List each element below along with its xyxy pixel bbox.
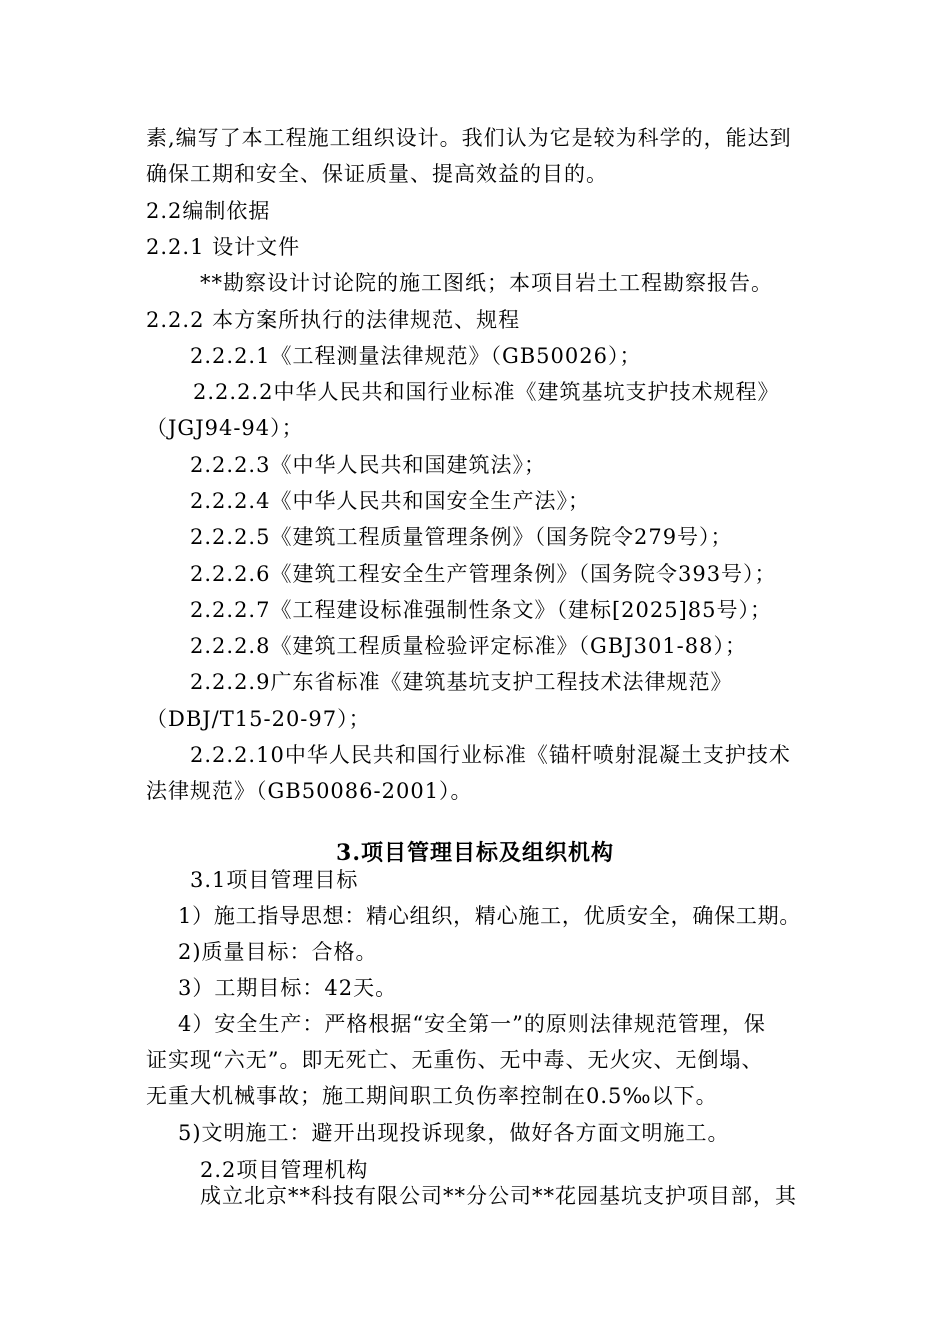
org-paragraph: 成立北京**科技有限公司**分公司**花园基坑支护项目部，其 <box>200 1184 797 1208</box>
goal-item-1: 1）施工指导思想：精心组织，精心施工，优质安全，确保工期。 <box>178 904 802 928</box>
goal-item-4-line-1: 4）安全生产：严格根据“安全第一”的原则法律规范管理，保 <box>178 1012 766 1036</box>
intro-text-line-2: 确保工期和安全、保证质量、提高效益的目的。 <box>146 162 608 186</box>
norm-item-3: 2.2.2.3《中华人民共和国建筑法》； <box>190 453 546 477</box>
norm-item-9-line-2: （DBJ/T15-20-97）； <box>146 707 371 731</box>
goal-item-4-line-2: 证实现“六无”。即无死亡、无重伤、无中毒、无火灾、无倒塌、 <box>146 1048 764 1072</box>
goal-item-2: 2)质量目标：合格。 <box>178 940 378 964</box>
section-heading-2-2: 2.2编制依据 <box>146 199 271 223</box>
norm-item-10-line-1: 2.2.2.10中华人民共和国行业标准《锚杆喷射混凝土支护技术 <box>190 743 791 767</box>
design-docs-paragraph: **勘察设计讨论院的施工图纸；本项目岩土工程勘察报告。 <box>200 271 773 295</box>
norm-item-4: 2.2.2.4《中华人民共和国安全生产法》； <box>190 489 590 513</box>
norm-item-5: 2.2.2.5《建筑工程质量管理条例》（国务院令279号）； <box>190 525 733 549</box>
norm-item-2-line-2: （JGJ94-94）； <box>146 416 304 440</box>
norm-item-7: 2.2.2.7《工程建设标准强制性条文》（建标[2025]85号）； <box>190 598 773 622</box>
goal-item-4-line-3: 无重大机械事故；施工期间职工负伤率控制在0.5‰以下。 <box>146 1084 718 1108</box>
norm-item-10-line-2: 法律规范》（GB50086-2001）。 <box>146 779 473 803</box>
goal-item-5: 5)文明施工：避开出现投诉现象，做好各方面文明施工。 <box>178 1121 730 1145</box>
norm-item-1: 2.2.2.1《工程测量法律规范》（GB50026）； <box>190 344 642 368</box>
chapter-3-title: 3.项目管理目标及组织机构 <box>336 840 614 866</box>
intro-text-line-1: 素,编写了本工程施工组织设计。我们认为它是较为科学的，能达到 <box>146 126 792 150</box>
goal-item-3: 3）工期目标：42天。 <box>178 976 398 1000</box>
norm-item-9-line-1: 2.2.2.9广东省标准《建筑基坑支护工程技术法律规范》 <box>190 670 733 694</box>
norm-item-2-line-1: 2.2.2.2中华人民共和国行业标准《建筑基坑支护技术规程》 <box>193 380 780 404</box>
subsection-heading-2-2-2: 2.2.2 本方案所执行的法律规范、规程 <box>146 308 521 332</box>
norm-item-8: 2.2.2.8《建筑工程质量检验评定标准》（GBJ301-88）； <box>190 634 747 658</box>
subsection-heading-org: 2.2项目管理机构 <box>200 1158 369 1182</box>
subsection-heading-3-1: 3.1项目管理目标 <box>190 868 359 892</box>
subsection-heading-2-2-1: 2.2.1 设计文件 <box>146 235 301 259</box>
norm-item-6: 2.2.2.6《建筑工程安全生产管理条例》（国务院令393号）； <box>190 562 777 586</box>
